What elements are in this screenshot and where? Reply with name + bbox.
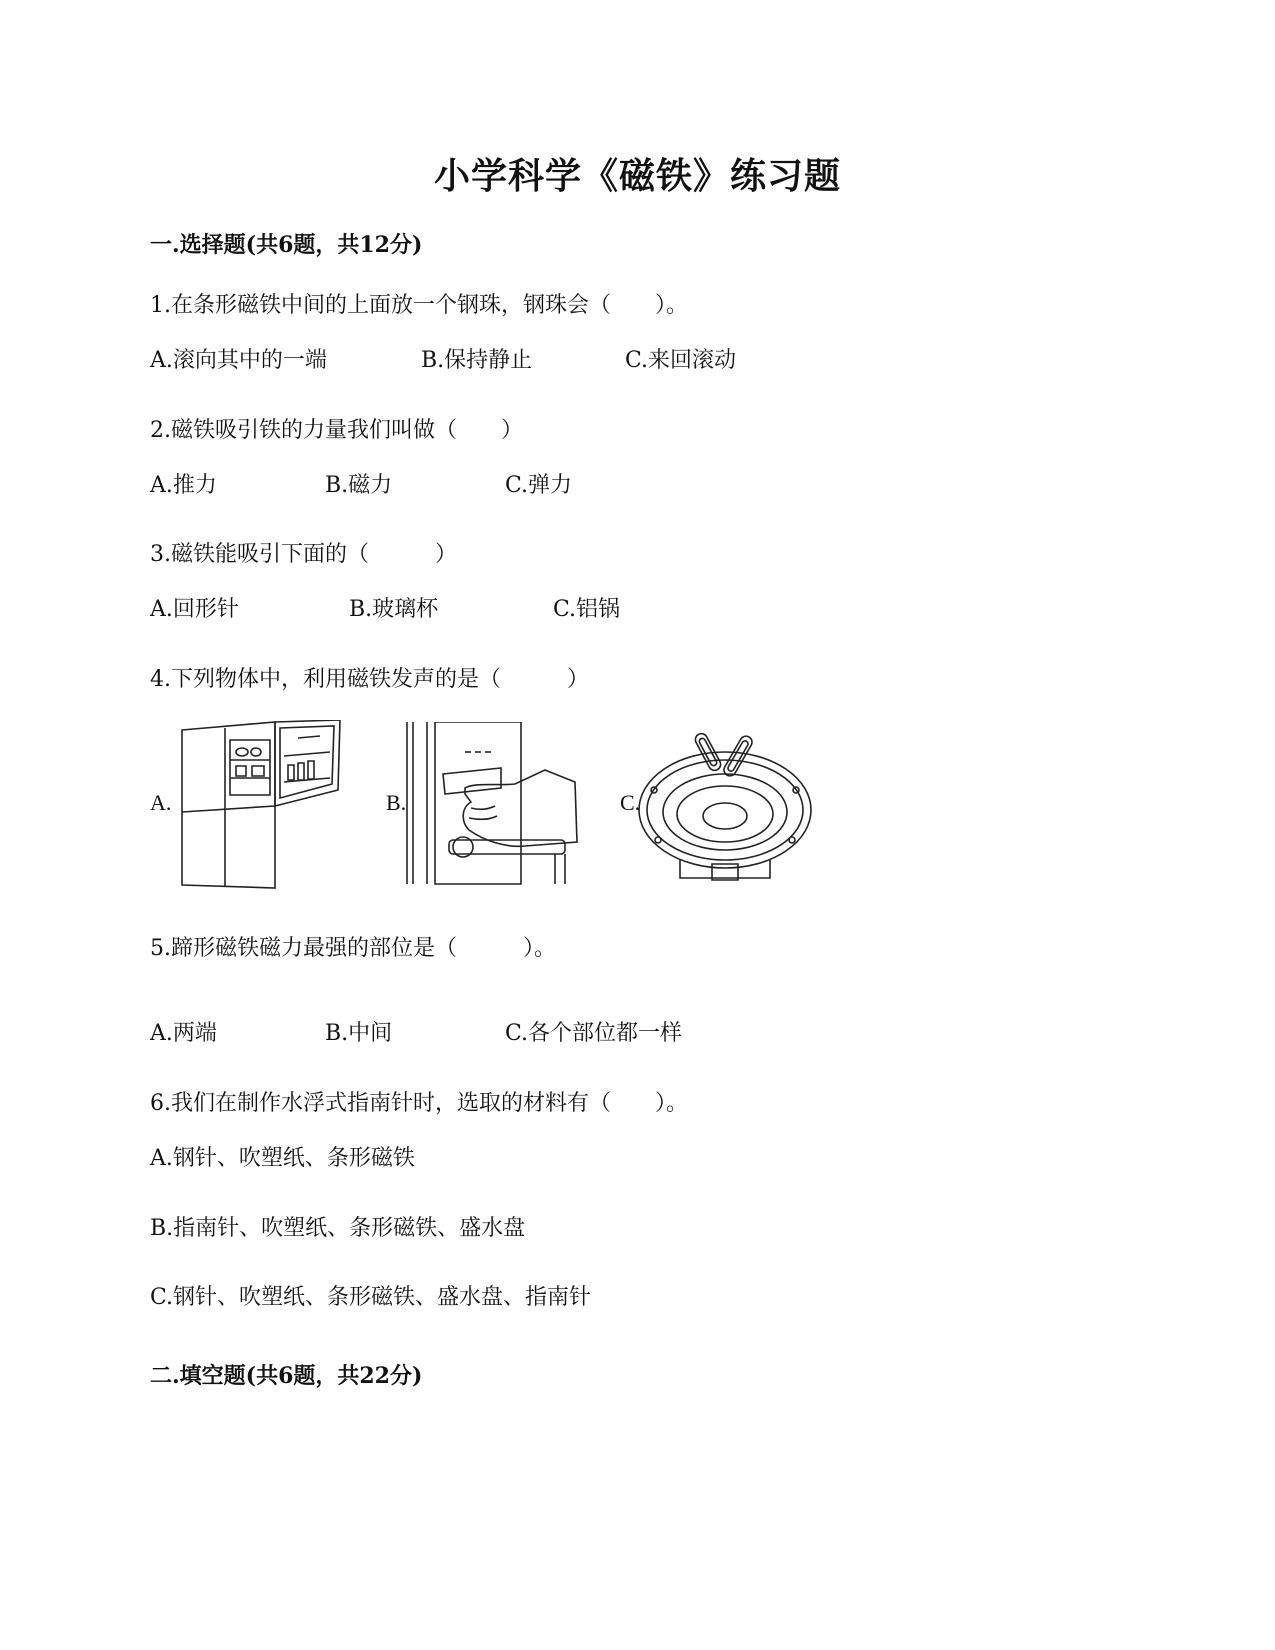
q5-option-c: C.各个部位都一样 <box>505 1021 683 1046</box>
q2-option-b: B.磁力 <box>325 473 393 498</box>
q4-option-c-label: C. <box>620 790 641 815</box>
question-6: 6.我们在制作水浮式指南针时，选取的材料有（ ）。 <box>150 1091 688 1116</box>
q6-option-c: C.钢针、吹塑纸、条形磁铁、盛水盘、指南针 <box>150 1285 592 1310</box>
question-3: 3.磁铁能吸引下面的（ ） <box>150 542 457 567</box>
question-5: 5.蹄形磁铁磁力最强的部位是（ ）。 <box>150 936 556 961</box>
q1-option-b: B.保持静止 <box>421 348 533 373</box>
section-heading-fill-in: 二.填空题(共6题，共22分) <box>150 1363 423 1389</box>
q3-option-a: A.回形针 <box>150 597 239 622</box>
page-title: 小学科学《磁铁》练习题 <box>433 155 841 197</box>
q2-option-c: C.弹力 <box>505 473 573 498</box>
question-1: 1.在条形磁铁中间的上面放一个钢珠，钢珠会（ ）。 <box>150 293 688 318</box>
section-heading-choice: 一.选择题(共6题，共12分) <box>150 232 423 258</box>
q5-option-b: B.中间 <box>325 1021 393 1046</box>
q5-option-a: A.两端 <box>150 1021 217 1046</box>
q6-option-b: B.指南针、吹塑纸、条形磁铁、盛水盘 <box>150 1216 526 1241</box>
q1-option-c: C.来回滚动 <box>625 348 737 373</box>
q3-option-c: C.铝锅 <box>553 597 621 622</box>
loudspeaker-image <box>636 728 814 888</box>
q1-option-a: A.滚向其中的一端 <box>150 348 327 373</box>
card-door-lock-image <box>405 722 585 887</box>
q3-option-b: B.玻璃杯 <box>349 597 439 622</box>
refrigerator-image <box>180 720 345 890</box>
q2-option-a: A.推力 <box>150 473 217 498</box>
q4-option-b-label: B. <box>386 790 407 815</box>
question-4: 4.下列物体中，利用磁铁发声的是（ ） <box>150 667 589 692</box>
question-2: 2.磁铁吸引铁的力量我们叫做（ ） <box>150 418 523 443</box>
q4-option-a-label: A. <box>150 790 172 815</box>
q6-option-a: A.钢针、吹塑纸、条形磁铁 <box>150 1146 415 1171</box>
